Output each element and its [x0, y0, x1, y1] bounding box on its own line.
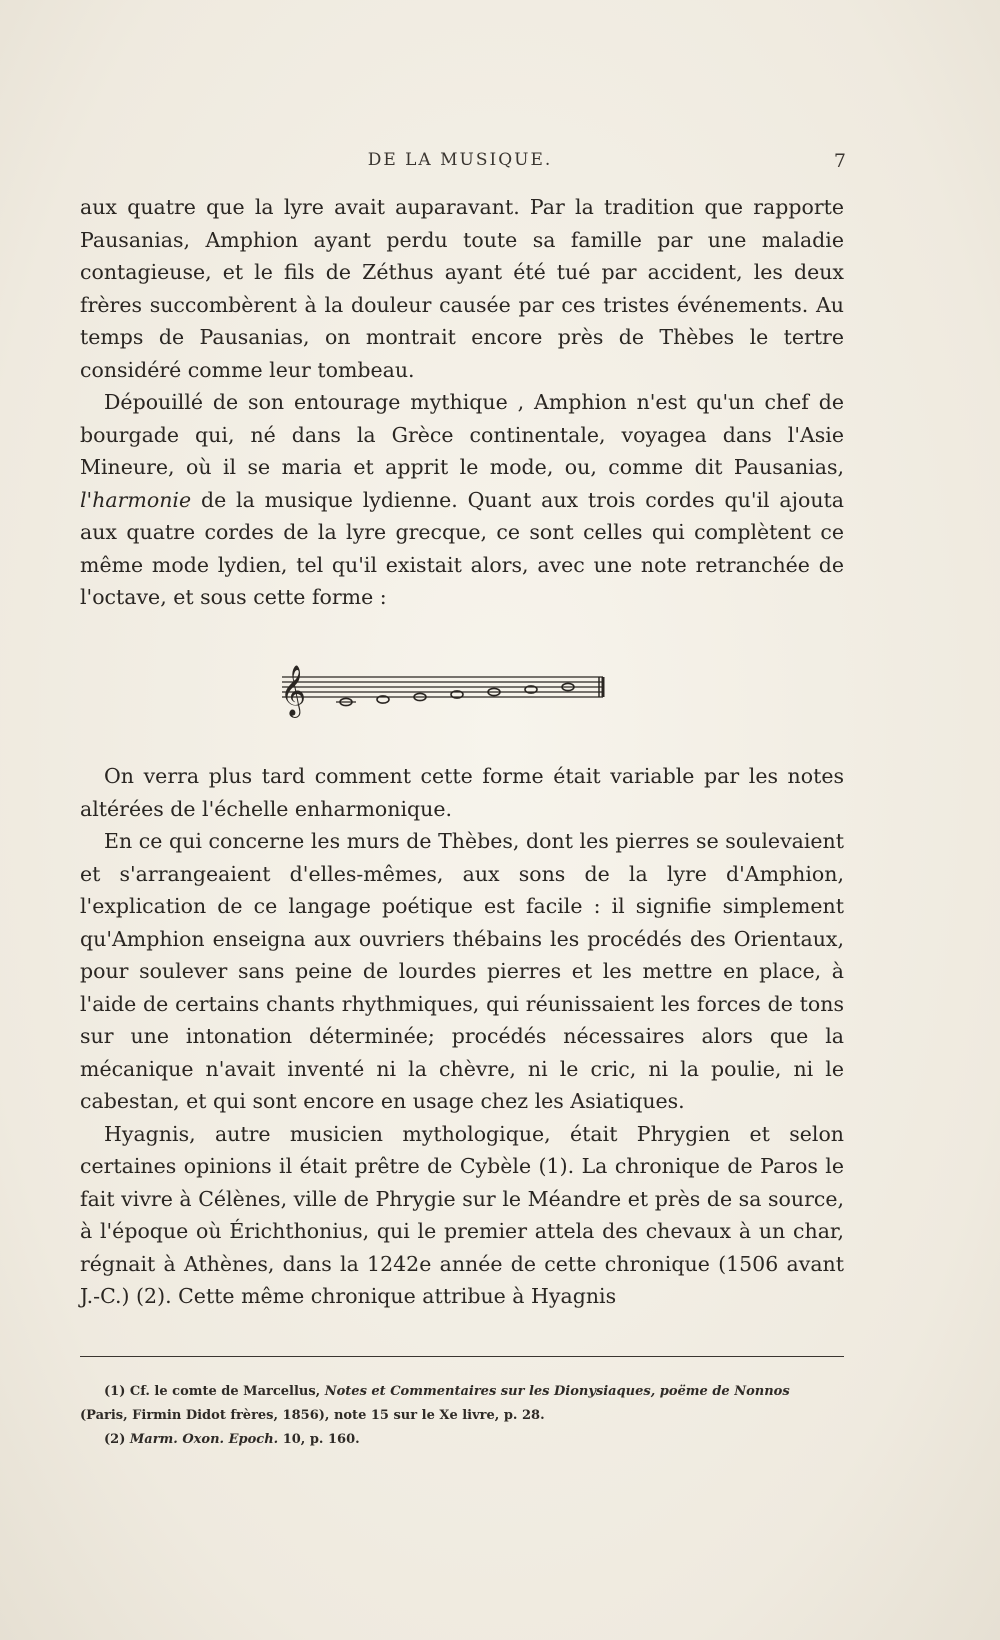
staff-lines	[282, 677, 603, 697]
paragraph-amphion-lydian	[80, 386, 844, 614]
running-head	[80, 150, 846, 180]
footnote-1	[104, 1380, 844, 1404]
italic-harmonie: l'harmonie	[80, 487, 192, 512]
footnote-marker: (1)	[104, 1384, 126, 1399]
footnote-text: Cf. le comte de Marcellus,	[125, 1384, 325, 1399]
footnote-rule	[80, 1356, 844, 1357]
paragraph-enharmonic: On verra plus tard comment cette forme était variable par les notes altérées de l'échelle enharmonique.	[80, 764, 844, 821]
footnotes	[80, 1380, 844, 1452]
paragraph-continuation: aux quatre que la lyre avait auparavant. Par la tradition que rapporte Pausanias, Amphion ayant perdu toute sa famille par une maladie contagieuse, et le fils de Zéthus ayant été tué par accident, les deux frères succombèrent à la douleur causée par ces tristes événements. Au temps de Pausanias, on montrait encore près de Thèbes le tertre considéré comme leur tombeau.	[80, 195, 844, 382]
footnote-1-continued: (Paris, Firmin Didot frères, 1856), note 15 sur le Xe livre, p. 28.	[80, 1408, 545, 1423]
footnote-text: 10, p. 160.	[278, 1432, 360, 1447]
music-example	[276, 663, 636, 733]
paragraph-text: Dépouillé de son entourage mythique , Amphion n'est qu'un chef de bourgade qui, né dans la Grèce continentale, voyagea dans l'Asie Mineure, où il se maria et apprit le mode, ou, comme dit Pausanias,	[80, 390, 844, 479]
page-number: 7	[833, 150, 846, 172]
upper-text-block	[80, 191, 844, 614]
paragraph-thebes-walls: En ce qui concerne les murs de Thèbes, dont les pierres se soulevaient et s'arrangeaient d'elles-mêmes, aux sons de la lyre d'Amphion, l'explication de ce langage poétique est facile : il signifie simplement qu'Amphion enseigna aux ouvriers thébains les procédés des Orientaux, pour soulever sans peine de lourdes pierres et les mettre en place, à l'aide de certains chants rhythmiques, qui réunissaient les forces de tons sur une intonation déterminée; procédés nécessaires alors que la mécanique n'avait inventé ni la chèvre, ni le cric, ni la poulie, ni le cabestan, et qui sont encore en usage chez les Asiatiques.	[80, 829, 844, 1113]
music-staff	[276, 663, 636, 733]
footnote-title: Marm. Oxon. Epoch.	[125, 1432, 279, 1447]
paragraph-text: de la musique lydienne. Quant aux trois cordes qu'il ajouta aux quatre cordes de la lyre grecque, ce sont celles qui complètent ce même mode lydien, tel qu'il existait alors, avec une note retranchée de l'octave, et sous cette forme :	[80, 487, 844, 609]
paragraph-hyagnis: Hyagnis, autre musicien mythologique, était Phrygien et selon certaines opinions il était prêtre de Cybèle (1). La chronique de Paros le fait vivre à Célènes, ville de Phrygie sur le Méandre et près de sa source, à l'époque où Érichthonius, qui le premier attela des chevaux à un char, régnait à Athènes, dans la 1242e année de cette chronique (1506 avant J.-C.) (2). Cette même chronique attribue à Hyagnis	[80, 1121, 844, 1308]
lower-text-block	[80, 760, 844, 1313]
footnote-2	[104, 1428, 844, 1452]
footnote-marker: (2)	[104, 1432, 126, 1447]
treble-clef-icon: 𝄞	[280, 665, 307, 716]
running-title: DE LA MUSIQUE.	[367, 150, 553, 170]
footnote-title: Notes et Commentaires sur les Dionysiaques, poëme de Nonnos	[324, 1384, 790, 1399]
